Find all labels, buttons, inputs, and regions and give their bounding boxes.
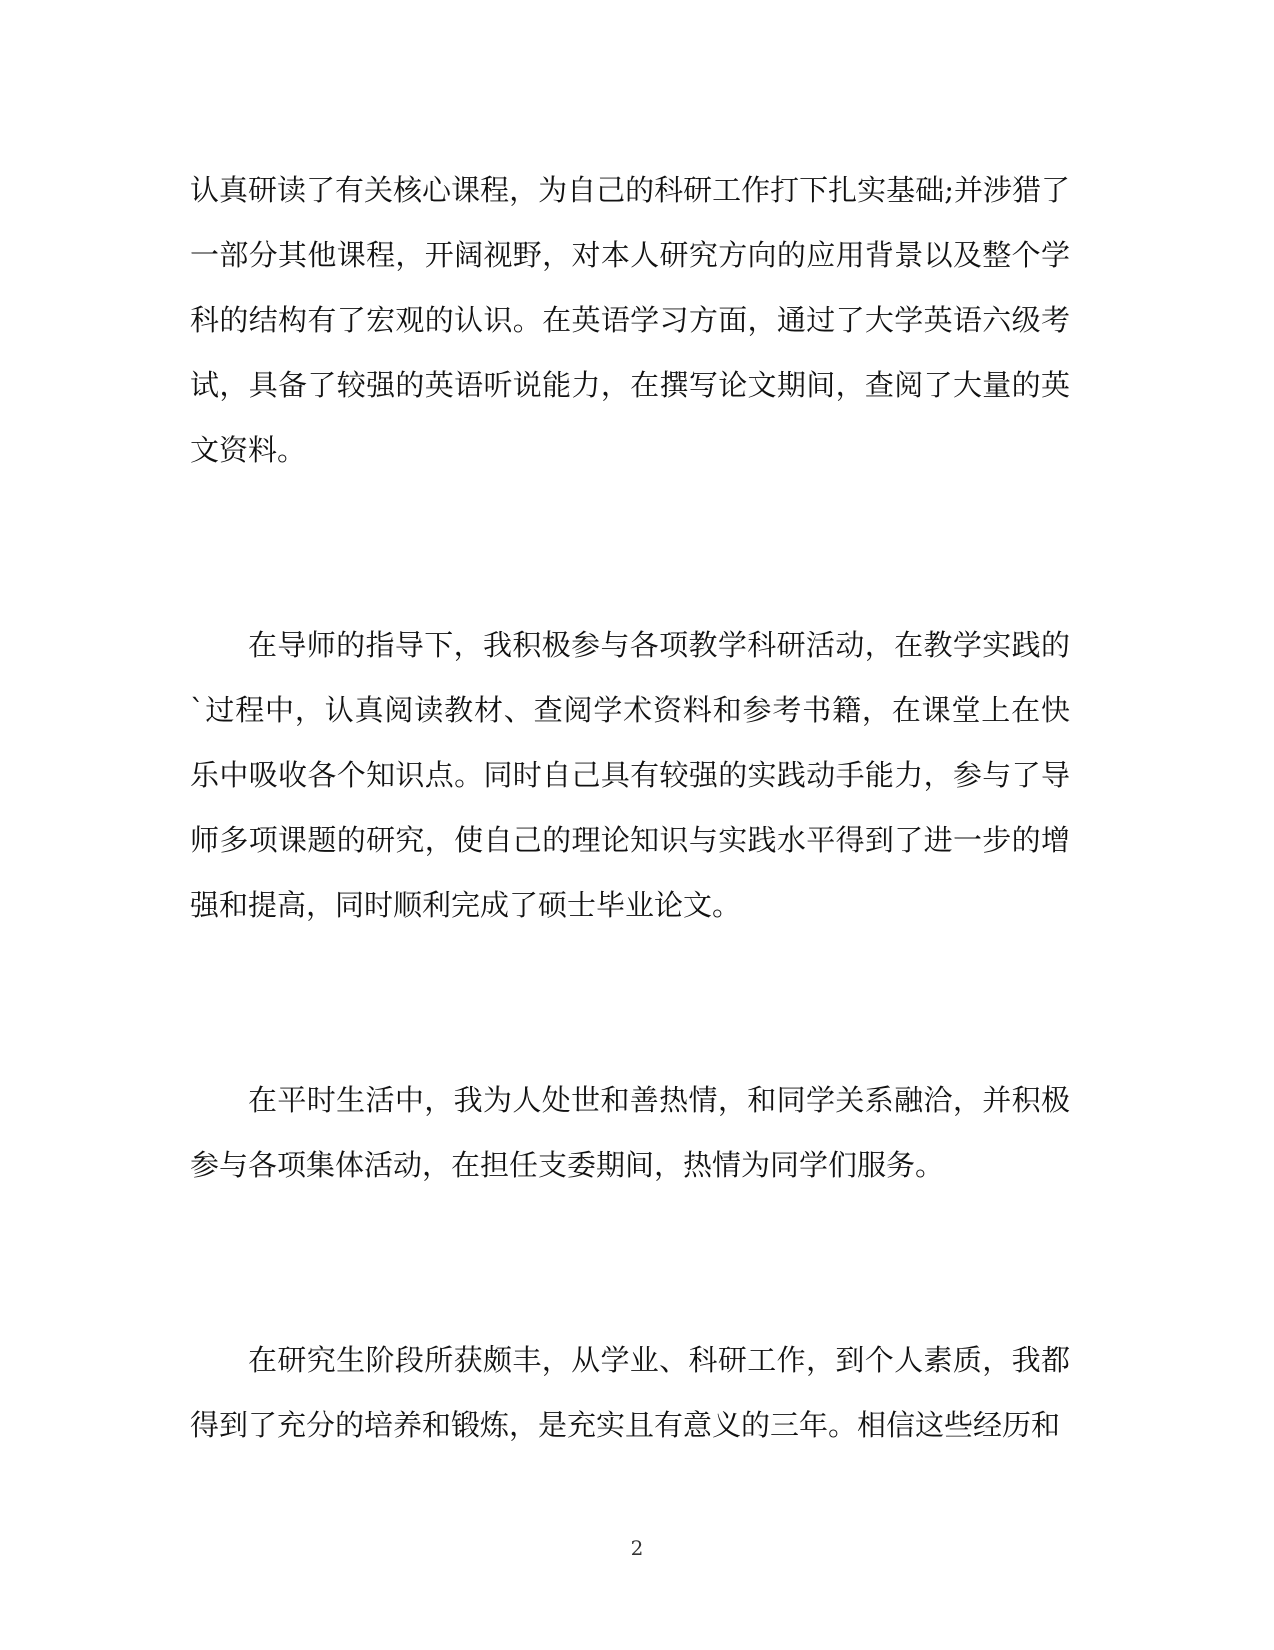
paragraph-summary: 在研究生阶段所获颇丰，从学业、科研工作，到个人素质，我都得到了充分的培养和锻炼，是充实且有意义的三年。相信这些经历和 [190, 1343, 1070, 1442]
page-number: 2 [630, 1536, 644, 1560]
paragraph-research-activities: 在导师的指导下，我积极参与各项教学科研活动，在教学实践的`过程中，认真阅读教材、查阅学术资料和参考书籍，在课堂上在快乐中吸收各个知识点。同时自己具有较强的实践动手能力，参与了导师多项课题的研究，使自己的理论知识与实践水平得到了进一步的增强和提高，同时顺利完成了硕士毕业论文。 [190, 628, 1070, 922]
paragraph-daily-life: 在平时生活中，我为人处世和善热情，和同学关系融洽，并积极参与各项集体活动，在担任支委期间，热情为同学们服务。 [190, 1083, 1070, 1182]
paragraph-coursework: 认真研读了有关核心课程，为自己的科研工作打下扎实基础;并涉猎了一部分其他课程，开阔视野，对本人研究方向的应用背景以及整个学科的结构有了宏观的认识。在英语学习方面，通过了大学英语六级考试，具备了较强的英语听说能力，在撰写论文期间，查阅了大量的英文资料。 [190, 173, 1070, 467]
